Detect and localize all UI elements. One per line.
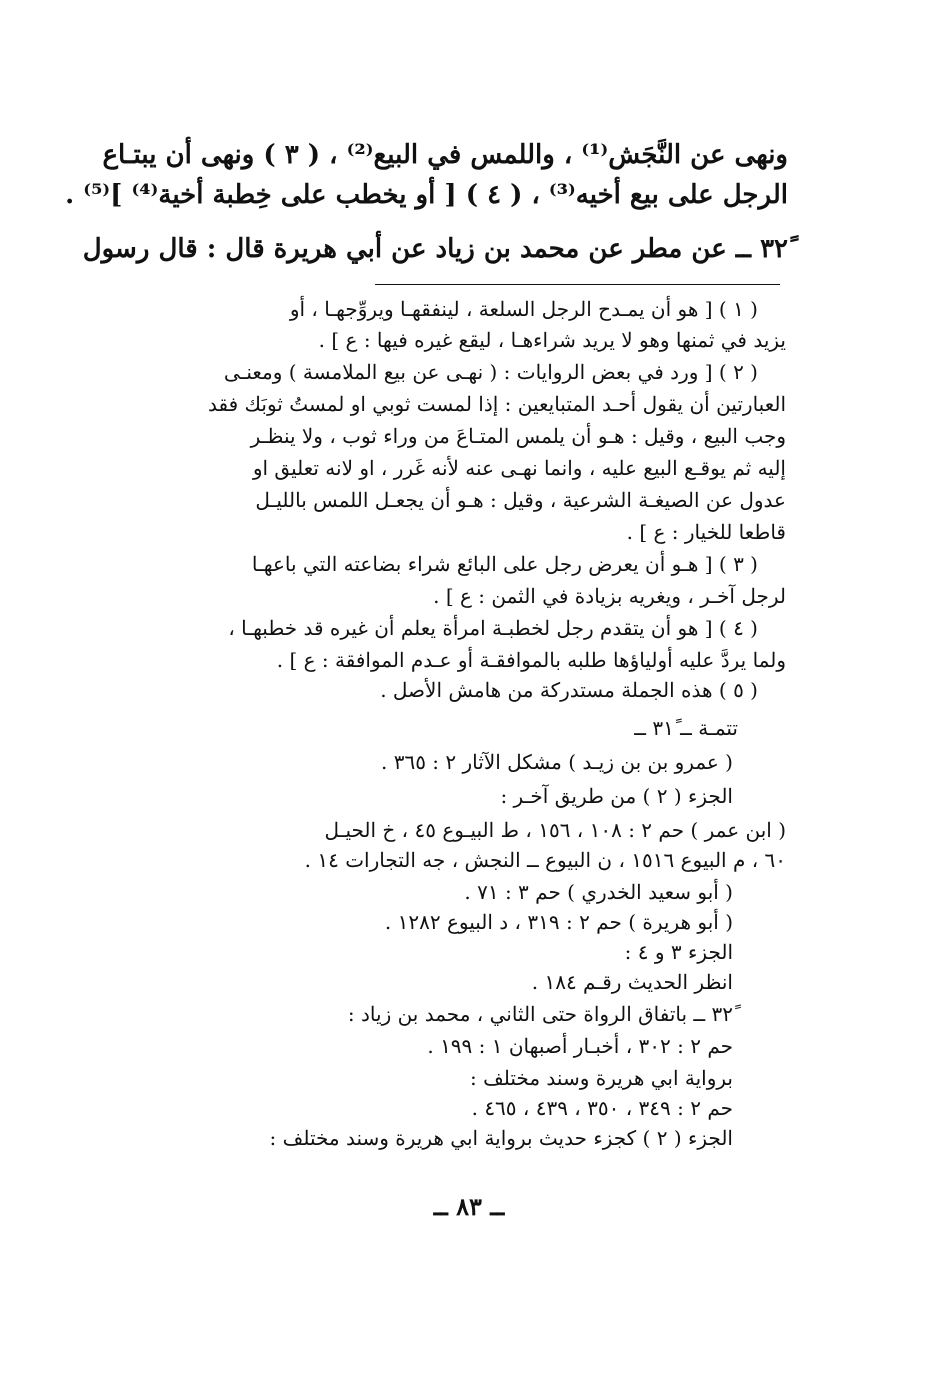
takhrij-line-8: انظر الحديث رقـم ١٨٤ . [531,970,733,994]
takhrij-heading: تتمـة ــ ٣١ً ــ [634,716,738,740]
footnote-3-line-2: لرجل آخـر ، ويغريه بزيادة في الثمن : ع ] . [433,584,786,608]
footnote-separator [375,284,780,285]
takhrij-line-5: ( أبو سعيد الخدري ) حم ٣ : ٧١ . [464,880,733,904]
footnote-3-line-1: ( ٣ ) [ هـو أن يعرض رجل على البائع شراء بضاعته التي باعهـا [251,552,758,576]
footnote-1-line-1: ( ١ ) [ هو أن يمـدح الرجل السلعة ، لينفقهـا ويروِّجهـا ، أو [289,297,758,321]
footnote-4-line-2: ولما يردَّ عليه أولياؤها طلبه بالموافقـة أو عـدم الموافقة : ع ] . [276,648,786,672]
takhrij-line-7: الجزء ٣ و ٤ : [624,940,733,964]
takhrij-line-6: ( أبو هريرة ) حم ٢ : ٣١٩ ، د البيوع ١٢٨٢ . [384,910,733,934]
takhrij-line-12: حم ٢ : ٣٤٩ ، ٣٥٠ ، ٤٣٩ ، ٤٦٥ . [471,1096,733,1120]
takhrij-line-10: حم ٢ : ٣٠٢ ، أخبـار أصبهان ١ : ١٩٩ . [427,1034,733,1058]
takhrij-line-4: ٦٠ ، م البيوع ١٥١٦ ، ن البيوع ــ النجش ، جه التجارات ١٤ . [304,848,786,872]
main-text-line-2: الرجل على بيع أخيه⁽³⁾ ، ( ٤ ) [ أو يخطب على خِطبة أخية⁽⁴⁾ ]⁽⁵⁾ . [65,180,788,210]
footnote-2-line-5: عدول عن الصيغـة الشرعية ، وقيل : هـو أن يجعـل اللمس بالليـل [255,488,786,512]
takhrij-line-13: الجزء ( ٢ ) كجزء حديث برواية ابي هريرة وسند مختلف : [269,1126,733,1150]
footnote-2-line-6: قاطعا للخيار : ع ] . [626,520,786,544]
footnote-2-line-4: إليه ثم يوقـع البيع عليه ، وانما نهـى عنه لأنه غَرر ، او لانه تعليق او [252,456,786,480]
hadith-32-heading: ٣٢ً ــ عن مطر عن محمد بن زياد عن أبي هريرة قال : قال رسول [82,234,788,264]
footnote-5: ( ٥ ) هذه الجملة مستدركة من هامش الأصل . [380,678,758,702]
main-text-line-1: ونهى عن النَّجَش⁽¹⁾ ، واللمس في البيع⁽²⁾ ، ( ٣ ) ونهى أن يبتـاع [102,140,788,170]
footnote-1-line-2: يزيد في ثمنها وهو لا يريد شراءهـا ، ليقع غيره فيها : ع ] . [318,328,786,352]
takhrij-line-11: برواية ابي هريرة وسند مختلف : [469,1066,733,1090]
footnote-2-line-1: ( ٢ ) [ ورد في بعض الروايات : ( نهـى عن بيع الملامسة ) ومعنـى [223,360,758,384]
takhrij-line-3: ( ابن عمر ) حم ٢ : ١٠٨ ، ١٥٦ ، ط البيـوع ٤٥ ، خ الحيـل [324,818,786,842]
footnote-2-line-2: العبارتين أن يقول أحـد المتبايعين : إذا لمست ثوبي او لمستُ ثوبَك فقد [208,392,786,416]
takhrij-line-2: الجزء ( ٢ ) من طريق آخـر : [500,784,733,808]
footnote-2-line-3: وجب البيع ، وقيل : هـو أن يلمس المتـاعَ من وراء ثوب ، ولا ينظـر [250,424,786,448]
page-number: ــ ٨٣ ــ [433,1192,505,1221]
takhrij-line-1: ( عمرو بن بن زيـد ) مشكل الآثار ٢ : ٣٦٥ . [380,750,733,774]
footnote-4-line-1: ( ٤ ) [ هو أن يتقدم رجل لخطبـة امرأة يعلم أن غيره قد خطبهـا ، [228,616,758,640]
takhrij-line-9: ٣٢ً ــ باتفاق الرواة حتى الثاني ، محمد بن زياد : [347,1002,733,1026]
